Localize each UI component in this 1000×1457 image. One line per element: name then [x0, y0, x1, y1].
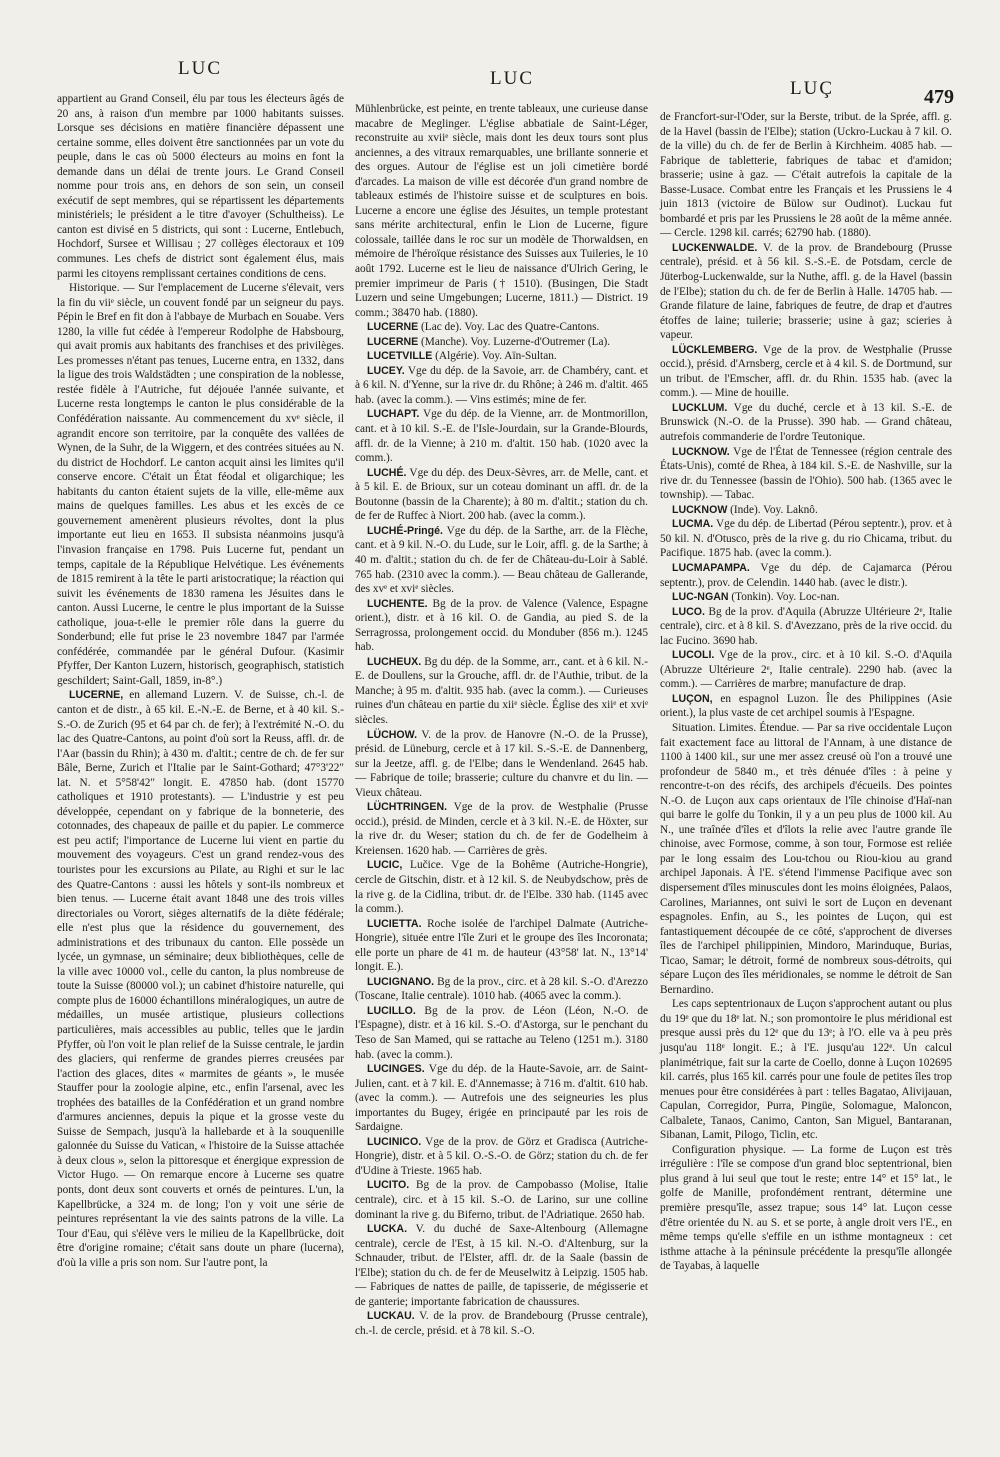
entry-text: Bg de la prov. de Campobasso (Molise, Italie centrale), circ. et à 15 kil. S.-O. de Larino, sur une colline dominant la rive g. du Biferno, tribut. de l'Adriatique. 2650 hab. [355, 1179, 648, 1221]
entry-text: Mühlenbrücke, est peinte, en trente tableaux, une curieuse danse macabre de Meglinger. L'église abbatiale de Saint-Léger, reconstruite au xviiᵉ siècle, mais dont les deux tours sont plus anciennes, a des vitraux remarquables, une brillante sonnerie et des orgues. Autour de l'église est un joli cimetière bordé d'arcades. La maison de ville est décorée d'un grand nombre de tableaux estimés de l'histoire suisse et de sculptures en bois. Lucerne a encore une église des Jésuites, un temple protestant sans mérite architectural, enfin le Lion de Lucerne, figure colossale, taillée dans le roc sur un modèle de Thorwaldsen, en mémoire de l'héroïque résistance des Suisses aux Tuileries, le 10 août 1792. Lucerne est le lieu de naissance d'Ulrich Gering, le premier imprimeur de Paris († 1510). (Busingen, Die Stadt Luzern und seine Umgebungen; Lucerne, 1811.) — District. 19 comm.; 38470 hab. (1880). [355, 103, 648, 319]
running-head-center: LUC [490, 68, 534, 89]
entry-text: Vge du duché, cercle et à 13 kil. S.-E. de Brunswick (N.-O. de la Prusse). 390 hab. — Grand château, autrefois commanderie de l'ordre Teutonique. [660, 401, 952, 444]
entry-text: Bg de la prov. de Valence (Valence, Espagne orient.), distr. et à 16 kil. O. de Gandia, au pied S. de la Serragrossa, prolongement occid. du Monduber (856 m.). 1245 hab. [355, 597, 648, 654]
dictionary-entry [660, 401, 952, 445]
entry-headword: LUCINGES. [367, 1063, 425, 1076]
entry-text: Vge du dép. de la Vienne, arr. de Montmorillon, cant. et à 10 kil. S.-E. de l'Isle-Jourdain, sur la Grande-Blourds, affl. dr. de la Vienne; à 210 m. d'altit. 150 hab. (1020 avec la comm.). [355, 408, 648, 465]
dictionary-entry [660, 503, 952, 518]
text-paragraph [355, 102, 648, 320]
dictionary-entry [660, 343, 952, 401]
dictionary-entry [355, 655, 648, 728]
entry-headword: LUCHENTE. [367, 597, 428, 610]
dictionary-entry [660, 517, 952, 561]
entry-text: V. de la prov. de Brandebourg (Prusse centrale), présid. et à 56 kil. S.-S.-E. de Potsdam, cercle de Jüterbog-Luckenwalde, sur la Nuthe, affl. g. de la Havel (bassin de l'Elbe); station du ch. de fer de Berlin à Halle. 14705 hab. — Grande filature de laine, fabriques de feutre, de drap et d'autres étoffes de laine; tuilerie; brasserie; usine à gaz; scieries à vapeur. [660, 241, 952, 342]
entry-headword: LUCILLO. [367, 1004, 416, 1017]
entry-text: Bg de la prov. de Léon (Léon, N.-O. de l'Espagne), distr. et à 16 kil. S.-O. d'Astorga, sur le penchant du Teso de San Mamed, qui se rattache au Teleno (1251 m.). 3180 hab. (avec la comm.). [355, 1004, 648, 1061]
dictionary-entry [355, 1062, 648, 1135]
entry-headword: LUCHÉ. [367, 466, 407, 479]
text-paragraph [660, 721, 952, 997]
entry-text: Vge de la prov. de Görz et Gradisca (Autriche-Hongrie), distr. et à 5 kil. O.-S.-O. de Görz; station du ch. de fer d'Udine à Trieste. 1965 hab. [355, 1135, 648, 1177]
entry-text: Bg du dép. de la Somme, arr., cant. et à 6 kil. N.-E. de Doullens, sur la Grouche, affl. dr. de l'Authie, tribut. de la Manche; à 95 m. d'altit. 935 hab. (avec la comm.). — Curieuses ruines d'un château en partie du xiiᵉ siècle. Église des xiiᵉ et xviᵉ siècles. [355, 655, 648, 726]
entry-headword: LUCKAU. [367, 1310, 415, 1323]
entry-headword: LUCIETTA. [367, 917, 422, 930]
dictionary-entry [660, 648, 952, 692]
entry-headword: LUCIC, [367, 859, 403, 872]
dictionary-entry [355, 335, 648, 350]
entry-text: Configuration physique. — La forme de Luçon est très irrégulière : l'île se compose d'un grand bloc septentrional, bien plus grand à lui seul que tout le reste; entre 14° et 15° lat., le golfe de Manille, profondément rentrant, détermine une première presqu'île, assez trapue; sous 14° lat. Luçon cesse d'être orientée du N. au S. et se porte, à angle droit vers l'E., en même temps qu'elle s'effile en un isthme montagneux : cet isthme attache à la péninsule précédente la presqu'île allongée de Tayabas, à laquelle [660, 1143, 952, 1273]
entry-text: Vge de l'État de Tennessee (région centrale des États-Unis), comté de Rhea, à 184 kil. S.-E. de Nashville, sur la rive dr. du Tennessee (bassin de l'Ohio). 500 hab. (1365 avec le township). — Tabac. [660, 445, 952, 502]
entry-text: Vge du dép. de la Savoie, arr. de Chambéry, cant. et à 6 kil. N. d'Yenne, sur la rive dr. du Rhône; à 246 m. d'altit. 465 hab. (avec la comm.). — Vins estimés; mine de fer. [355, 364, 648, 406]
entry-text: Vge de la prov. de Westphalie (Prusse occid.), présid. d'Arnsberg, cercle et à 4 kil. S. de Dortmund, sur un tribut. de l'Emscher, affl. dr. du Rhin. 1535 hab. (avec la comm.). — Mine de houille. [660, 343, 952, 400]
entry-text: Lučice. Vge de la Bohême (Autriche-Hongrie), cercle de Gitschin, distr. et à 12 kil. S. de Neubydschow, près de la rive g. de la Cidlina, tribut. dr. de l'Elbe. 330 hab. (1145 avec la comm.). [355, 859, 648, 916]
dictionary-entry [355, 800, 648, 858]
dictionary-entry [355, 975, 648, 1004]
entry-headword: LÜCHOW. [367, 728, 418, 741]
entry-headword: LÜCKLEMBERG. [672, 343, 758, 356]
entry-headword: LUCETVILLE [367, 350, 433, 363]
entry-headword: LUCERNE, [69, 689, 124, 702]
entry-text: Vge de la prov., circ. et à 10 kil. S.-O. d'Aquila (Abruzze Ultérieure 2ᵉ, Italie centrale). 2290 hab. (avec la comm.). — Carrières de marbre; manufacture de drap. [660, 649, 952, 691]
entry-text: Vge du dép. de Cajamarca (Pérou septentr.), prov. de Celendin. 1440 hab. (avec le distr.). [660, 561, 952, 589]
dictionary-entry [355, 728, 648, 801]
entry-text: V. du duché de Saxe-Altenbourg (Allemagne centrale), cercle de l'Est, à 15 kil. N.-O. d'Altenburg, sur la Schnauder, tribut. de l'Elster, affl. dr. de la Saale (bassin de l'Elbe); station du ch. de fer de Meuselwitz à Leipzig. 1505 hab. — Fabriques de nattes de paille, de tapisserie, de mégisserie et de ganterie; importante fabrication de chaussures. [355, 1223, 648, 1308]
running-head-right: LUÇ [790, 78, 834, 99]
entry-headword: LUCHÉ-Pringé. [367, 524, 443, 537]
running-head-left: LUC [178, 58, 222, 79]
entry-text: Situation. Limites. Étendue. — Par sa rive occidentale Luçon fait exactement face au littoral de l'Annam, à une distance de 1100 à 1400 kil., sur une mer assez creusé où l'on a trouvé une profondeur de 5840 m., et très dénuée d'îles : à peine y rencontre-t-on des récifs, des archipels d'écueils. Des pointes N.-O. de Luçon aux caps orientaux de l'île chinoise d'Haï-nan qui barre le golfe du Tonkin, il y a un peu plus de 1000 kil. Au N., une traînée d'îles et d'îlots la relie avec l'autre grande île chinoise, avec Formose, comme, à son tour, Formose est reliée par le long essaim des Lou-tchou ou Riou-kiou au grand archipel Japonais. À l'E. s'étend l'immense Pacifique avec son dispersement d'îles minuscules dont les moins éloignées, Palaos, Carolines, Mariannes, ont suivi le sort de Luçon en devenant espagnoles. Enfin, au S., les pointes de Luçon, qui est fantastiquement découpée de ce côté, s'approchent de diverses îles de l'archipel philippinien, Mindoro, Marinduque, Burias, Ticao, Samar; le détroit, formé de nombreux sous-détroits, qui sépare Luçon des îles méridionales, se nomme le détroit de San Bernardino. [660, 721, 952, 996]
entry-headword: LUCKENWALDE. [672, 241, 758, 254]
entry-text: Bg de la prov., circ. et à 28 kil. S.-O. d'Arezzo (Toscane, Italie centrale). 1010 hab. (4065 avec la comm.). [355, 975, 648, 1003]
dictionary-entry [355, 1222, 648, 1309]
text-paragraph [57, 92, 344, 281]
entry-text: appartient au Grand Conseil, élu par tous les électeurs âgés de 20 ans, à raison d'un membre par 1000 habitants suisses. Lorsque ses décisions en matière financière dépassent une certaine somme, elles doivent être sanctionnées par un vote du peuple, dans le cas où 5000 électeurs au moins en font la demande dans un délai de trente jours. Le Grand Conseil nomme pour trois ans, en dehors de son sein, un conseil exécutif de sept membres, qui se répartissent les départements ministériels; le président a le titre d'avoyer (Schultheiss). Le canton est divisé en 5 districts, qui sont : Lucerne, Entlebuch, Hochdorf, Sursee et Willisau ; 27 collèges électoraux et 109 communes. Les chefs de district sont également élus, mais parmi les citoyens remplissant certaines conditions de cens. [57, 93, 344, 280]
dictionary-entry [660, 590, 952, 605]
dictionary-entry [355, 917, 648, 975]
text-paragraph [660, 1143, 952, 1274]
dictionary-entry [355, 407, 648, 465]
entry-text: (Manche). Voy. Luzerne-d'Outremer (La). [418, 335, 611, 348]
column-3 [660, 110, 952, 1274]
entry-headword: LÜCHTRINGEN. [367, 801, 448, 814]
entry-headword: LUCKNOW [672, 503, 728, 516]
entry-text: Vge du dép. de Libertad (Pérou septentr.), prov. et à 50 kil. N. d'Otusco, près de la rive g. du rio Chicama, tribut. du Pacifique. 1875 hab. (avec la comm.). [660, 518, 952, 560]
dictionary-entry [355, 1135, 648, 1179]
entry-text: Bg de la prov. d'Aquila (Abruzze Ultérieure 2ᵉ, Italie centrale), circ. et à 8 kil. S. d'Avezzano, près de la rive occid. du lac Fucino. 3690 hab. [660, 605, 952, 647]
entry-text: Les caps septentrionaux de Luçon s'approchent autant ou plus du 19ᵉ que du 18ᵉ lat. N.; son promontoire le plus méridional est presque aussi près du 12ᵉ que du 13ᵉ; à l'O. elle va à peu près jusqu'au 118ᵉ longit. E.; à l'E. jusqu'au 122ᵉ. Un calcul planimétrique, fait sur la carte de Coello, donne à Luçon 102695 kil. carrés, plus 165 kil. carrés pour une foule de petites îles trop menues pour être considérées à part : telles Bagatao, Alivijauan, Capulan, Corregidor, Purra, Pingüe, Solomague, Maloncon, Calbalete, Tanaos, Canimo, Canton, San Miguel, Bantaranan, Sibanan, Lamit, Pilogo, Ticlin, etc. [660, 998, 952, 1142]
text-paragraph [57, 281, 344, 688]
entry-headword: LUCHEUX. [367, 655, 422, 668]
entry-headword: LUCMAPAMPA. [672, 561, 750, 574]
entry-text: en allemand Luzern. V. de Suisse, ch.-l. de canton et de distr., à 65 kil. E.-N.-E. de Berne, et à 40 kil. S.-S.-O. de Zurich (95 et 64 par ch. de fer); à l'extrémité N.-O. du lac des Quatre-Cantons, au point d'où sort la Reuss, affl. dr. de l'Aar (bassin du Rhin); à 430 m. d'altit.; centre de ch. de fer sur Bâle, Berne, Zurich et l'Italie par le Saint-Gothard; 47°3'22" lat. N. et 5°58'42" longit. E. 47850 hab. (dont 15770 catholiques et 1910 protestants). — L'industrie y est peu développée, cependant on y fabrique de la bonneterie, des cotonnades, des chapeaux de paille et du papier. Le commerce est peu actif; l'importance de Lucerne lui vient en partie du mouvement des voyageurs. C'est un grand rendez-vous des touristes pour les excursions au Pilate, au Righi et sur le lac des Quatre-Cantons : aussi les hôtels y sont-ils nombreux et bien tenus. — Lucerne était avant 1848 une des trois villes directoriales ou Vorort, sièges alternatifs de la diète fédérale; elle n'est plus que la résidence du gouvernement, des administrations et des tribunaux du canton. Elle possède un lycée, un gymnase, un séminaire; deux bibliothèques, celle de la ville avec 10000 vol., celle du canton, la plus nombreuse de toute la Suisse (80000 vol.); un cabinet d'histoire naturelle, qui compte plus de 16000 échantillons minéralogiques, un autre de médailles, un musée artistique, plusieurs collections particulières, mais accessibles au public, telles que le jardin Pfyffer, où l'on voit le plan relief de la Suisse centrale, le jardin des glaciers, qui renferme de grandes pierres creusées par l'action des glaces, dites « marmites de géants », le musée Stauffer pour la zoologie alpine, etc., enfin l'arsenal, avec les trophées des batailles de la Confédération et un grand nombre d'armures anciennes, depuis la pique et la grosse veste du Suisse de Sempach, jusqu'à la hallebarde et à la souquenille galonnée du Suisse du Vatican, « l'histoire de la Suisse attachée à deux clous », selon la pittoresque et énergique expression de Victor Hugo. — On remarque encore à Lucerne ses quatre ponts, dont deux sont couverts et ornés de peintures. L'un, la Kapellbrücke, a 324 m. de long; l'on y voit une série de peintures représentant la vie des saints patrons de la ville. La Tour d'Eau, qui s'élève vers le milieu de la Kapellbrücke, doit être d'origine romaine; c'était sans doute un phare (lucerna), d'où la ville a pris son nom. Sur l'autre pont, la [57, 689, 344, 1269]
entry-text: Vge de la prov. de Westphalie (Prusse occid.), présid. de Minden, cercle et à 3 kil. N.-E. de Höxter, sur la rive dr. du Weser; station du ch. de fer de Godelheim à Kreiensen. 1620 hab. — Carrières de grès. [355, 801, 648, 857]
entry-headword: LUCOLI. [672, 649, 715, 662]
entry-headword: LUCO. [672, 605, 705, 618]
entry-headword: LUCERNE [367, 321, 419, 334]
entry-headword: LUCMA. [672, 518, 714, 531]
page-number: 479 [924, 86, 954, 108]
entry-text: de Francfort-sur-l'Oder, sur la Berste, tribut. de la Sprée, affl. g. de la Havel (bassin de l'Elbe); station (Uckro-Luckau à 7 kil. O. de la ville) du ch. de fer de Berlin à Kirchheim. 4085 hab. — Fabrique de tabletterie, fabriques de tabac et d'amidon; brasserie; usine à gaz. — C'était autrefois la capitale de la Basse-Lusace. Combat entre les Français et les Prussiens le 4 juin 1813 (victoire de Bülow sur Oudinot). Luckau fut bombardé et pris par les Prussiens le 28 août de la même année. — Cercle. 1298 kil. carrés; 62790 hab. (1880). [660, 111, 952, 240]
entry-headword: LUCEY. [367, 364, 405, 377]
dictionary-entry [660, 605, 952, 649]
entry-headword: LUCHAPT. [367, 408, 420, 421]
dictionary-entry [355, 466, 648, 524]
dictionary-entry [355, 1309, 648, 1338]
dictionary-entry [355, 1178, 648, 1222]
dictionary-entry [660, 692, 952, 721]
dictionary-entry [355, 858, 648, 916]
dictionary-entry [660, 561, 952, 590]
dictionary-entry [355, 364, 648, 408]
dictionary-entry [355, 597, 648, 655]
dictionary-entry [355, 320, 648, 335]
entry-text: Vge du dép. de la Haute-Savoie, arr. de Saint-Julien, cant. et à 7 kil. E. d'Annemasse; à 716 m. d'altit. 610 hab. (avec la comm.). — Autrefois une des seigneuries les plus importantes du Bugey, érigée en principauté par les rois de Sardaigne. [355, 1063, 648, 1134]
entry-text: V. de la prov. de Brandebourg (Prusse centrale), ch.-l. de cercle, présid. et à 78 kil. S.-O. [355, 1310, 648, 1337]
dictionary-entry [355, 1004, 648, 1062]
entry-headword: LUCIGNANO. [367, 975, 435, 988]
dictionary-entry [355, 349, 648, 364]
entry-headword: LUC-NGAN [672, 591, 729, 604]
dictionary-entry [57, 688, 344, 1270]
entry-headword: LUCKNOW. [672, 445, 730, 458]
text-paragraph [660, 997, 952, 1142]
entry-text: V. de la prov. de Hanovre (N.-O. de la Prusse), présid. de Lüneburg, cercle et à 17 kil. S.-S.-E. de Dannenberg, sur la Jeetze, affl. g. de l'Elbe; dans le Wendenland. 2645 hab. — Fabrique de toile; brasserie; culture du chanvre et du lin. — Vieux château. [355, 728, 648, 799]
entry-headword: LUCKA. [367, 1223, 408, 1236]
entry-text: en espagnol Luzon. Île des Philippines (Asie orient.), la plus vaste de cet archipel soumis à l'Espagne. [660, 692, 952, 720]
entry-text: Vge du dép. de la Sarthe, arr. de la Flèche, cant. et à 9 kil. N.-O. du Lude, sur le Loir, affl. g. de la Sarthe; à 40 m. d'altit.; station du ch. de fer de Château-du-Loir à Sablé. 765 hab. (2310 avec la comm.). — Beau château de Gallerande, des xvᵉ et xviᵉ siècles. [355, 524, 648, 596]
entry-text: Vge du dép. des Deux-Sèvres, arr. de Melle, cant. et à 5 kil. E. de Brioux, sur un coteau dominant un affl. dr. de la Boutonne (bassin de la Charente); à 80 m. d'altit.; station du ch. de fer de Ruffec à Niort. 200 hab. (avec la comm.). [355, 466, 648, 523]
entry-headword: LUCINICO. [367, 1135, 422, 1148]
entry-text: (Lac de). Voy. Lac des Quatre-Cantons. [418, 321, 600, 334]
dictionary-entry [355, 524, 648, 597]
entry-text: (Inde). Voy. Laknô. [727, 503, 818, 516]
entry-headword: LUCITO. [367, 1179, 410, 1192]
entry-text: (Tonkin). Voy. Loc-nan. [728, 591, 840, 604]
entry-text: Roche isolée de l'archipel Dalmate (Autriche-Hongrie), située entre l'île Zuri et le groupe des îles Incoronata; elle porte un phare de 41 m. de hauteur (43°58' lat. N., 13°14' longit. E.). [355, 917, 648, 974]
column-2 [355, 102, 648, 1338]
entry-text: Historique. — Sur l'emplacement de Lucerne s'élevait, vers la fin du viiᵉ siècle, un couvent fondé par un seigneur du pays. Pépin le Bref en fit don à l'abbaye de Murbach en Souabe. Vers 1280, la ville fut cédée à l'empereur Rodolphe de Habsbourg, qui avait promis aux habitants des franchises et des privilèges. Les promesses n'étant pas tenues, Lucerne entra, en 1332, dans la ligue des trois Waldstädten ; une conspiration de la noblesse, restée fidèle à l'Autriche, fut déjouée l'année suivante, et Lucerne resta longtemps le canton le plus considérable de la Confédération naissante. Au commencement du xvᵉ siècle, il agrandit encore son territoire, par la conquête des vallées de Wynen, de la Suhr, de la Wiggern, et des contrées situées au N. du district de Hochdorf. Le canton acquit ainsi les limites qu'il conserve encore. C'était un État féodal et oligarchique; les habitants du canton étaient sujets de la ville, elle-même aux mains de quelques familles. Les abus et les excès de ce gouvernement amenèrent plusieurs révoltes, dont la plus importante eut lieu en 1653. Il subsista néanmoins jusqu'à l'invasion française en 1798. Puis Lucerne fut, pendant un temps, capitale de la République Helvétique. Les événements de 1815 remirent à la tête le parti aristocratique; la réaction qui suivit les événements de 1830 ramena les Jésuites dans le canton. Aussi Lucerne, le centre le plus important de la Suisse catholique, joua-t-elle le premier rôle dans la guerre du Sonderbund; elle fut prise le 23 novembre 1847 par l'armée confédérée, commandée par le général Dufour. (Kasimir Pfyffer, Der Kanton Luzern, historisch, geographisch, statistich geschildert; Saint-Gall, 1859, in-8°.) [57, 282, 344, 687]
entry-headword: LUCERNE [367, 335, 419, 348]
entry-headword: LUÇON, [672, 692, 713, 705]
entry-text: (Algérie). Voy. Aïn-Sultan. [432, 350, 557, 363]
column-1 [57, 92, 344, 1270]
entry-headword: LUCKLUM. [672, 401, 728, 414]
text-paragraph [660, 110, 952, 241]
dictionary-entry [660, 445, 952, 503]
dictionary-entry [660, 241, 952, 343]
